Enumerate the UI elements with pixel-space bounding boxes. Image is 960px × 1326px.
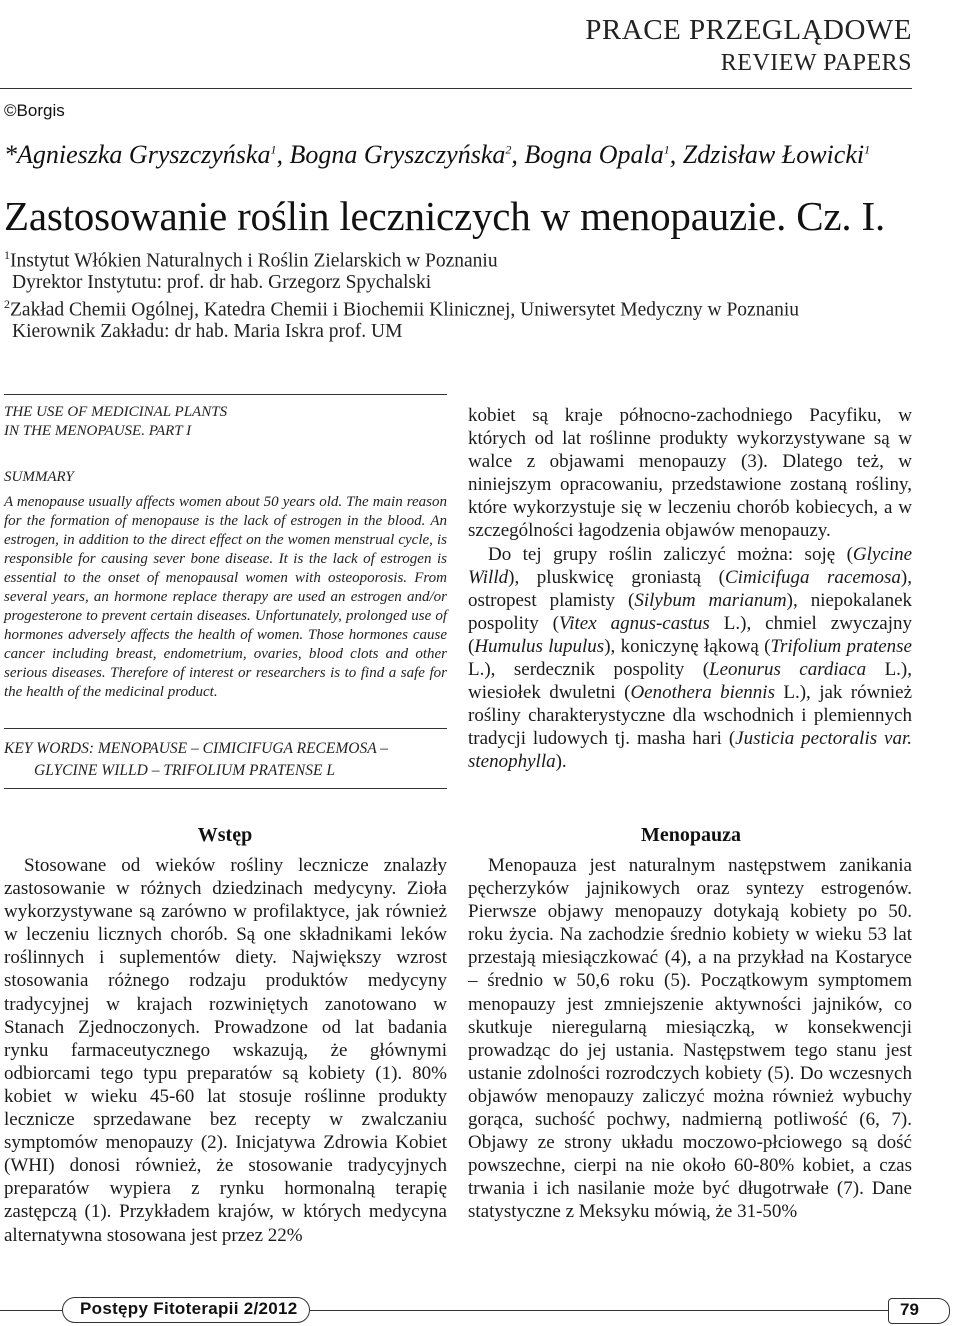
- page-number: 79: [900, 1300, 919, 1319]
- keywords-line: GLYCINE WILLD – TRIFOLIUM PRATENSE L: [34, 762, 335, 779]
- author-name: Bogna Opala: [524, 140, 664, 169]
- latin-plant-name: Leonurus cardiaca: [709, 659, 867, 681]
- summary-top-rule: [4, 394, 447, 395]
- author-name: Bogna Gryszczyńska: [289, 140, 506, 169]
- section-title-en: REVIEW PAPERS: [720, 50, 912, 76]
- section-heading-intro: Wstęp: [197, 824, 253, 846]
- right-paragraph-1: kobiet są kraje północno-zachodniego Pacyfiku, w których od lat roślinne produkty wykorzystywane są w walce z objawami menopauzy (3). Dlatego też, w niniejszym opracowaniu, przedstawione zostaną rośliny, które wykorzystuje się w leczeniu chorób kobiecych, a w szczególności łagodzenia objawów menopauzy.: [468, 405, 912, 542]
- author-separator: ,: [669, 140, 683, 169]
- latin-plant-name: Humulus lupulus: [474, 635, 605, 657]
- affiliation-1: [4, 248, 498, 273]
- summary-title-line: THE USE OF MEDICINAL PLANTS: [4, 404, 228, 420]
- publisher-credit: [4, 101, 65, 121]
- author-name: *Agnieszka Gryszczyńska: [4, 140, 271, 169]
- author-separator: ,: [511, 140, 525, 169]
- latin-plant-name: Glycine Willd: [468, 543, 912, 588]
- affiliation-2-head: Kierownik Zakładu: dr hab. Maria Iskra prof. UM: [12, 321, 403, 342]
- text-run: L.), jak również rośliny charakterystyczne dla wschodnich i plemiennych tradycji ludowych tj. masha hari (: [468, 682, 913, 750]
- latin-plant-name: Oenothera biennis: [630, 682, 775, 704]
- author-affiliation-mark: 1: [864, 142, 871, 157]
- author-affiliation-mark: 1: [270, 142, 277, 157]
- author-name: Zdzisław Łowicki: [682, 140, 865, 169]
- copyright-icon: ©: [4, 101, 17, 120]
- affiliation-mark: 1: [4, 248, 10, 262]
- latin-plant-name: Trifolium pratense: [770, 635, 912, 657]
- intro-column: [4, 854, 447, 1247]
- intro-paragraph: Stosowane od wieków rośliny lecznicze znalazły zastosowanie w różnych dziedzinach medycyny. Zioła wykorzystywane są zarówno w profilaktyce, jak również w leczeniu licznych chorób. Są one składnikami leków roślinnych i suplementów diety. Największy wzrost stosowania różnego rodzaju produktów medycyny tradycyjnej w krajach rozwiniętych zanotowano w Stanach Zjednoczonych. Prowadzone od lat badania rynku farmaceutycznego wskazują, że głównymi odbiorcami tego typu preparatów są kobiety (1). 80% kobiet w wieku 45-60 lat stosuje roślinne produkty lecznicze sprzedawane bez recepty w zwalczaniu symptomów menopauzy (2). Inicjatywa Zdrowia Kobiet (WHI) donosi również, że stosowanie tradycyjnych preparatów wypiera z rynku hormonalną terapię zastępczą (1). Przykładem krajów, w których medycyna alternatywna stosowana jest przez 22%: [4, 855, 447, 1246]
- text-run: ), koniczynę łąkową (: [604, 635, 771, 657]
- section-title-pl: PRACE PRZEGLĄDOWE: [585, 14, 912, 46]
- latin-plant-name: Vitex agnus-castus: [559, 612, 710, 634]
- text-run: ), niepokalanek pospolity (: [468, 589, 912, 634]
- text-run: L.), chmiel zwyczajny (: [468, 612, 913, 657]
- page-number-badge: [888, 1298, 950, 1324]
- author-separator: ,: [276, 140, 290, 169]
- section-heading-menopause: Menopauza: [641, 824, 741, 846]
- summary-english-title: [4, 403, 227, 441]
- header-divider: [0, 88, 912, 89]
- latin-plant-name: Justicia pectoralis var. stenophylla: [468, 728, 912, 773]
- summary-title-line: IN THE MENOPAUSE. PART I: [4, 423, 192, 439]
- summary-label: SUMMARY: [4, 469, 74, 485]
- page-footer: [0, 1296, 960, 1324]
- text-run: Do tej grupy roślin zaliczyć można: soję (: [488, 543, 853, 565]
- footer-line: [0, 1310, 62, 1311]
- footer-line: [309, 1310, 888, 1311]
- affiliation-mark: 2: [4, 297, 10, 311]
- keywords-line: KEY WORDS: MENOPAUSE – CIMICIFUGA RECEMOSA –: [4, 740, 389, 757]
- summary-bottom-rule: [4, 728, 447, 729]
- author-affiliation-mark: 2: [505, 142, 512, 157]
- journal-name: Postępy Fitoterapii 2/2012: [80, 1299, 298, 1318]
- affiliation-1-director: Dyrektor Instytutu: prof. dr hab. Grzegorz Spychalski: [12, 272, 432, 293]
- text-run: ), pluskwicę groniastą (: [508, 566, 725, 588]
- affiliation-2: [4, 297, 799, 322]
- text-run: ).: [555, 751, 567, 773]
- menopause-column: [468, 854, 912, 1224]
- text-run: L.), serdecznik pospolity (: [468, 659, 710, 681]
- latin-plant-name: Cimicifuga racemosa: [725, 566, 901, 588]
- keywords: [4, 738, 449, 782]
- keywords-bottom-rule: [4, 788, 447, 789]
- text-run: L.), wiesiołek dwuletni (: [468, 659, 912, 704]
- author-list: [4, 140, 870, 170]
- affiliation-institute: Zakład Chemii Ogólnej, Katedra Chemii i Biochemii Klinicznej, Uniwersytet Medyczny w Poznaniu: [10, 299, 800, 321]
- text-run: ), ostropest plamisty (: [468, 566, 912, 611]
- latin-plant-name: Silybum marianum: [634, 589, 787, 611]
- right-column-top: [468, 404, 912, 774]
- author-affiliation-mark: 1: [663, 142, 670, 157]
- affiliation-institute: Instytut Włókien Naturalnych i Roślin Zielarskich w Poznaniu: [10, 250, 498, 272]
- right-paragraph-2: [468, 543, 912, 774]
- summary-text: A menopause usually affects women about 50 years old. The main reason for the formation of menopause is the lack of estrogen in the blood. An estrogen, in addition to the direct effect on the women menstrual cycle, is responsible for causing sever bone disease. It is the lack of estrogen is essential to the onset of menopausal women with osteoporosis. From several years, an hormone replace therapy are used an estrogen and/or progesterone to prevent certain diseases. Unfortunately, prolonged use of hormones adversely affects the health of women. Those hormones cause cancer including breast, endometrium, ovaries, blood clots and other serious diseases. Therefore of interest or researchers is to find a safe for the health of the medicinal product.: [4, 494, 447, 700]
- article-title: Zastosowanie roślin leczniczych w menopauzie. Cz. I.: [4, 193, 886, 239]
- publisher-name: Borgis: [16, 101, 65, 120]
- menopause-paragraph: Menopauza jest naturalnym następstwem zanikania pęcherzyków jajnikowych oraz syntezy estrogenów. Pierwsze objawy menopauzy dotykają kobiety po 50. roku życia. Na zachodzie średnio kobiety w wieku 53 lat przestają miesiączkować (4), a na przykład na Kostaryce – średnio w 50,6 roku (5). Początkowym symptomem menopauzy jest zmniejszenie aktywności jajników, co skutkuje nieregularną miesiączką, w konsekwencji prowadząc do jej ustania. Następstwem tego stanu jest ustanie zdolności rozrodczych kobiety (5). Do wczesnych objawów menopauzy zaliczyć można również wybuchy gorąca, suchość pochwy, nadmierną potliwość (6, 7). Objawy ze strony układu moczowo-płciowego są dość powszechne, cierpi na nie około 60-80% kobiet, a czas trwania i ich nasilanie może być długotrwałe (7). Dane statystyczne z Meksyku mówią, że 31-50%: [468, 855, 912, 1223]
